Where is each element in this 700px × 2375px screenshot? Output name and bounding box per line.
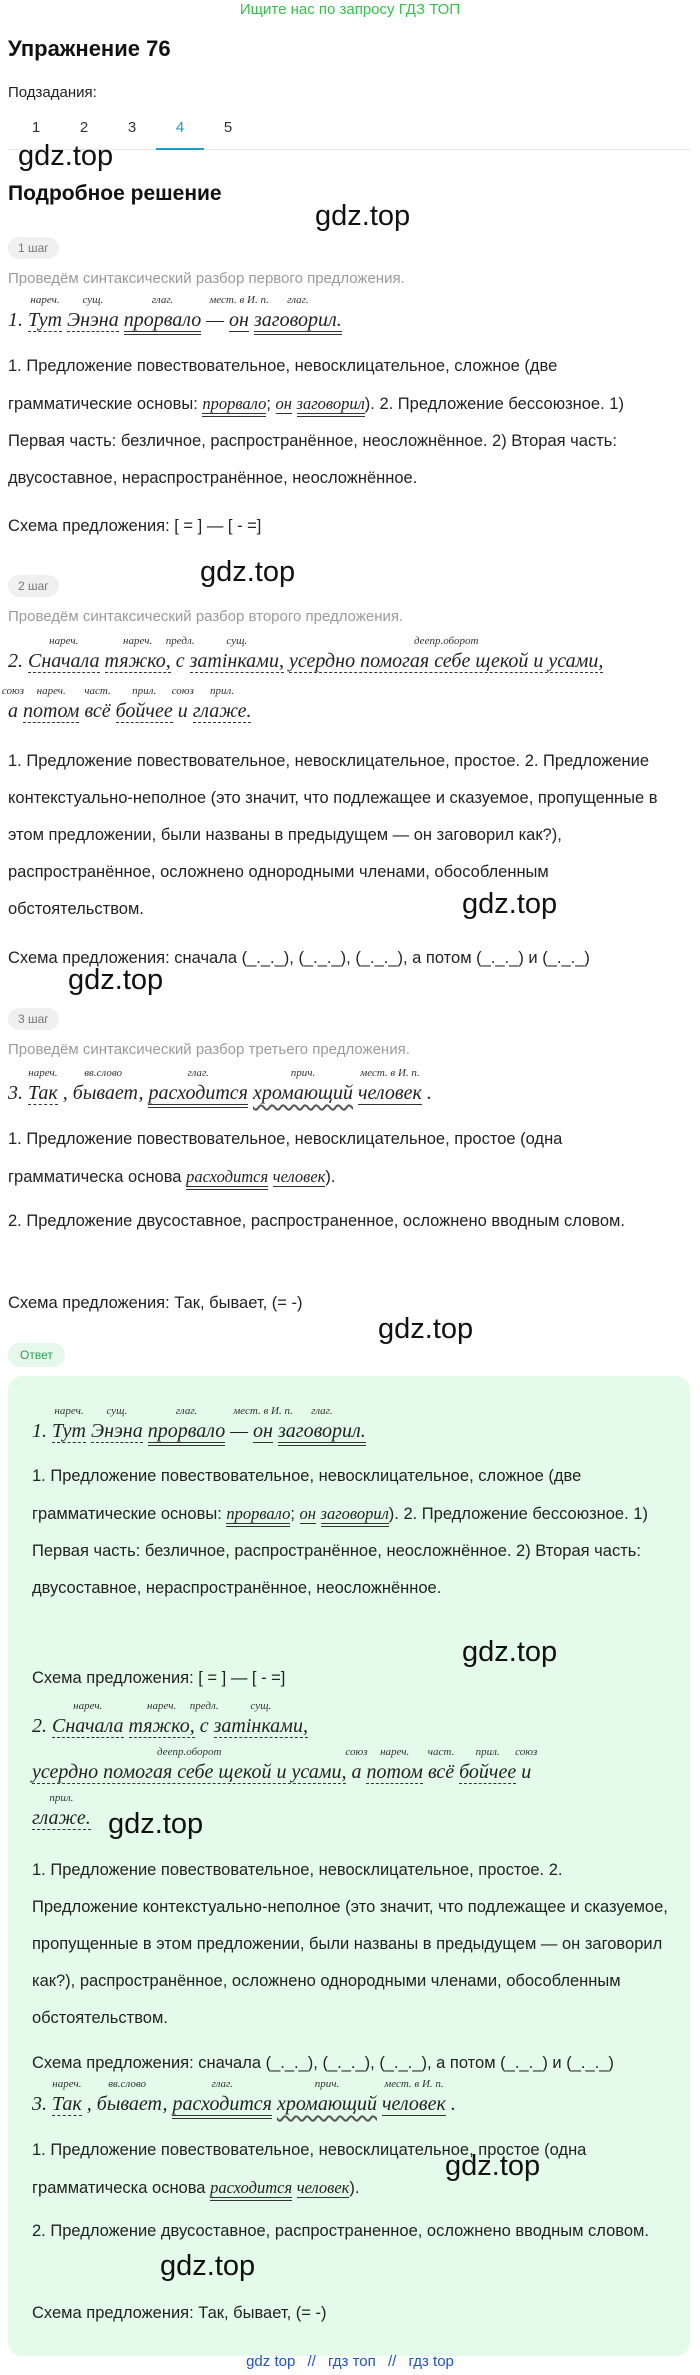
sentence-words — [28, 635, 604, 672]
grammar-predicate: прорвало — [202, 394, 266, 417]
part-of-speech-label: деепр.оборот — [413, 635, 479, 647]
answer-analysis: 2. Предложение двусоставное, распространенное, осложнено вводным словом. — [32, 2222, 649, 2240]
part-of-speech-label: сущ. — [82, 294, 104, 306]
part-of-speech-label: част. — [84, 685, 111, 697]
word-text: с — [199, 1715, 209, 1737]
sentence-scheme: Схема предложения: [ = ] — [ - =] — [8, 517, 262, 535]
parsed-word — [451, 2093, 456, 2116]
parsed-word — [230, 1420, 248, 1443]
word-text: тяжко, — [104, 650, 171, 672]
tab-3[interactable]: 3 — [127, 119, 137, 136]
part-of-speech-label: мест. в И. п. — [209, 294, 269, 306]
part-of-speech-label: вв.слово — [108, 2078, 146, 2090]
grammar-subject: он — [275, 394, 292, 413]
answer-badge: Ответ — [8, 1343, 65, 1367]
parsed-word — [128, 1700, 195, 1738]
part-of-speech-label: прил. — [210, 685, 235, 697]
sentence-1 — [8, 294, 342, 332]
sentence-number: 1. — [8, 309, 23, 331]
parsed-word — [277, 1405, 366, 1443]
sentence-scheme: Схема предложения: сначала (_._._), (_._._), (_._._), а потом (_._._) и (_._._) — [32, 2054, 614, 2072]
answer-analysis: 1. Предложение повествовательное, невосклицательное, простое. 2. Предложение контекстуально-неполное (это значит, что подлежащее и сказуемое, пропущенные в этом предложении, были названы в предыдущем — он заговорил как?), распространённое, осложнено однородными членами, обособленным обстоятельством. — [32, 1861, 668, 2027]
part-of-speech-label: предл. — [165, 635, 195, 647]
watermark: gdz.top — [200, 556, 296, 588]
part-of-speech-label: нареч. — [147, 1700, 177, 1712]
word-text: затінками, — [213, 1715, 308, 1737]
word-text: затінками, — [189, 650, 284, 672]
parsed-word — [23, 685, 80, 723]
part-of-speech-label: прил. — [49, 1792, 74, 1804]
step-analysis — [8, 348, 680, 498]
part-of-speech-label: нареч. — [73, 1700, 103, 1712]
watermark: gdz.top — [18, 140, 114, 172]
part-of-speech-label: мест. в И. п. — [233, 1405, 293, 1417]
grammar-predicate: прорвало — [226, 1504, 290, 1527]
part-of-speech-label: глаг. — [211, 2078, 233, 2090]
part-of-speech-label: сущ. — [106, 1405, 128, 1417]
watermark: gdz.top — [462, 888, 558, 920]
sentence-number: 3. — [8, 1082, 23, 1104]
parsed-word — [253, 294, 342, 332]
word-text: а — [8, 700, 18, 722]
word-text: — — [206, 309, 225, 331]
parsed-word — [382, 2078, 446, 2116]
sentence-words — [28, 294, 342, 331]
analysis-text: ). 2. Предложение бессоюзное. 1) Первая часть: безличное, распространённое, неосложнённое. 2) Вторая часть: двусоставное, нераспространённое, неосложнённое. — [32, 1505, 648, 1597]
parsed-word — [104, 635, 171, 673]
word-text: прорвало — [148, 1420, 226, 1446]
parsed-word — [52, 1700, 124, 1738]
parsed-word — [209, 294, 269, 332]
part-of-speech-label: вв.слово — [84, 1067, 122, 1079]
word-text: хромающий — [252, 1082, 354, 1104]
tab-5[interactable]: 5 — [223, 119, 233, 136]
step-analysis: 2. Предложение двусоставное, распространенное, осложнено вводным словом. — [8, 1212, 625, 1230]
parsed-word — [427, 1746, 455, 1784]
step-badge: 2 шаг — [8, 575, 59, 597]
answer-sentence-3 — [32, 2078, 456, 2116]
step-badge: 1 шаг — [8, 237, 59, 259]
watermark: gdz.top — [315, 200, 411, 232]
word-text: бойчее — [115, 700, 173, 722]
analysis-text: 1. Предложение повествовательное, невосклицательное, сложное (две грамматические основы: — [32, 1467, 582, 1523]
sentence-scheme: Схема предложения: сначала (_._._), (_._._), (_._._), а потом (_._._) и (_._._) — [8, 949, 590, 967]
part-of-speech-label: союз — [515, 1746, 538, 1758]
part-of-speech-label: нареч. — [380, 1746, 410, 1758]
footer-link[interactable]: гдз top — [408, 2353, 454, 2370]
part-of-speech-label: союз — [171, 685, 194, 697]
word-text: и — [521, 1761, 532, 1783]
parsed-word — [345, 1746, 368, 1784]
sentence-number: 1. — [32, 1420, 47, 1442]
parsed-word — [459, 1746, 517, 1784]
footer-link[interactable]: gdz top — [246, 2353, 296, 2370]
part-of-speech-label: сущ. — [226, 635, 248, 647]
sentence-scheme: Схема предложения: [ = ] — [ - =] — [32, 1669, 286, 1687]
footer-separator: // — [387, 2353, 397, 2370]
part-of-speech-label: нареч. — [49, 635, 79, 647]
sentence-words — [28, 1067, 432, 1104]
word-text: прорвало — [124, 309, 202, 335]
word-text: Так — [28, 1082, 58, 1104]
sentence-words — [52, 1405, 366, 1442]
word-text: а — [351, 1761, 362, 1783]
part-of-speech-label: част. — [427, 1746, 455, 1758]
grammar-predicate: заговорил — [321, 1504, 389, 1527]
parsed-word — [32, 1746, 347, 1784]
part-of-speech-label: глаг. — [287, 294, 309, 306]
watermark: gdz.top — [378, 1313, 474, 1345]
parsed-word — [276, 2078, 378, 2116]
part-of-speech-label: нареч. — [52, 2078, 82, 2090]
subtasks-label: Подзадания: — [8, 84, 97, 101]
parsed-word — [189, 635, 284, 673]
word-text: заговорил. — [278, 1420, 366, 1446]
part-of-speech-label: нареч. — [30, 294, 60, 306]
parsed-word — [288, 635, 604, 673]
word-text: Тут — [28, 309, 62, 331]
grammar-subject: он — [299, 1504, 316, 1523]
tab-2[interactable]: 2 — [79, 119, 89, 136]
part-of-speech-label: глаг. — [151, 294, 174, 306]
word-text: глаже. — [32, 1807, 91, 1829]
analysis-text: 1. Предложение повествовательное, невосклицательное, простое (одна грамматическа основа — [8, 1130, 563, 1186]
step-intro: Проведём синтаксический разбор первого предложения. — [8, 270, 405, 287]
watermark: gdz.top — [68, 964, 164, 996]
part-of-speech-label: мест. в И. п. — [384, 2078, 444, 2090]
parsed-word — [90, 1405, 143, 1443]
word-text: — — [230, 1420, 249, 1442]
watermark: gdz.top — [160, 2250, 256, 2282]
sentence-2-line-2 — [1, 685, 252, 723]
word-text: заговорил. — [254, 309, 342, 335]
word-text: Энэна — [90, 1420, 143, 1442]
parsed-word — [192, 685, 252, 723]
word-text: Так — [52, 2093, 82, 2115]
part-of-speech-label: глаг. — [187, 1067, 209, 1079]
answer-sentence-2-line-1 — [32, 1700, 308, 1738]
step-intro: Проведём синтаксический разбор второго предложения. — [8, 608, 404, 625]
step-intro: Проведём синтаксический разбор третьего предложения. — [8, 1041, 410, 1058]
word-text: Тут — [52, 1420, 86, 1442]
word-text: человек — [358, 1082, 422, 1104]
analysis-text: ). — [349, 2179, 360, 2197]
exercise-title: Упражнение 76 — [8, 36, 171, 61]
sentence-number: 3. — [32, 2093, 47, 2115]
tab-1[interactable]: 1 — [31, 119, 41, 136]
analysis-text: ). — [325, 1168, 336, 1186]
parsed-word — [233, 1405, 293, 1443]
answer-analysis — [32, 2132, 672, 2207]
parsed-word — [165, 635, 195, 673]
part-of-speech-label: глаг. — [311, 1405, 333, 1417]
parsed-word — [62, 1067, 144, 1105]
part-of-speech-label: нареч. — [28, 1067, 58, 1079]
word-text: бойчее — [459, 1761, 517, 1783]
parsed-word — [171, 685, 194, 723]
word-text: глаже. — [192, 700, 252, 722]
parsed-word — [189, 1700, 219, 1738]
word-text: тяжко, — [128, 1715, 195, 1737]
word-text: расходится — [172, 2093, 271, 2119]
grammar-predicate: расходится — [210, 2178, 292, 2201]
word-text: всё — [84, 700, 111, 722]
footer-link[interactable]: гдз топ — [328, 2353, 376, 2370]
part-of-speech-label: сущ. — [250, 1700, 272, 1712]
part-of-speech-label: глаг. — [175, 1405, 198, 1417]
parsed-word — [148, 1067, 248, 1105]
word-text: с — [175, 650, 185, 672]
parsed-word — [213, 1700, 308, 1738]
watermark: gdz.top — [108, 1808, 204, 1840]
watermark: gdz.top — [462, 1636, 558, 1668]
answer-analysis — [32, 1458, 672, 1648]
footer-separator: // — [307, 2353, 316, 2370]
parsed-word — [115, 685, 173, 723]
sentence-scheme: Схема предложения: Так, бывает, (= -) — [8, 1294, 303, 1312]
parsed-word — [28, 1067, 58, 1105]
sentence-number: 2. — [8, 650, 23, 672]
step-badge: 3 шаг — [8, 1008, 59, 1030]
part-of-speech-label: прил. — [475, 1746, 500, 1758]
word-text: , бывает, — [86, 2093, 168, 2115]
step-analysis — [8, 1121, 680, 1196]
grammar-subject: человек — [272, 1167, 326, 1186]
part-of-speech-label: нареч. — [54, 1405, 84, 1417]
sentence-words — [32, 1792, 91, 1829]
parsed-word — [427, 1082, 432, 1105]
word-text: потом — [23, 700, 80, 722]
answer-sentence-1 — [32, 1405, 366, 1443]
word-text: Энэна — [66, 309, 119, 331]
parsed-word — [28, 635, 100, 673]
answer-sentence-2-line-3 — [32, 1792, 91, 1830]
word-text: , бывает, — [62, 1082, 144, 1104]
parsed-word — [86, 2078, 168, 2116]
parsed-word — [1, 685, 25, 723]
word-text: он — [229, 309, 249, 331]
answer-sentence-2-line-2 — [32, 1746, 538, 1784]
analysis-text: ). 2. Предложение бессоюзное. 1) Первая часть: безличное, распространённое, неосложнённое. 2) Вторая часть: двусоставное, нераспространённое, неосложнённое. — [8, 395, 624, 487]
word-text: потом — [366, 1761, 423, 1783]
word-text: он — [253, 1420, 273, 1442]
word-text: . — [450, 2093, 456, 2115]
word-text: человек — [382, 2093, 446, 2115]
parsed-word — [123, 294, 202, 332]
sentence-words — [52, 1700, 308, 1737]
part-of-speech-label: нареч. — [36, 685, 66, 697]
word-text: хромающий — [276, 2093, 378, 2115]
word-text: Сначала — [52, 1715, 124, 1737]
sentence-2-line-1 — [8, 635, 604, 673]
part-of-speech-label: союз — [345, 1746, 368, 1758]
word-text: Сначала — [28, 650, 100, 672]
part-of-speech-label: предл. — [189, 1700, 219, 1712]
part-of-speech-label: деепр.оборот — [157, 1746, 222, 1758]
part-of-speech-label: прич. — [314, 2078, 340, 2090]
parsed-word — [206, 309, 224, 332]
parsed-word — [28, 294, 62, 332]
step-analysis: 1. Предложение повествовательное, невосклицательное, простое. 2. Предложение контекстуально-неполное (это значит, что подлежащее и сказуемое, пропущенные в этом предложении, были названы в предыдущем — он заговорил как?), распространённое, осложнено однородными членами, обособленным обстоятельством. — [8, 752, 658, 918]
part-of-speech-label: прич. — [290, 1067, 316, 1079]
parsed-word — [252, 1067, 354, 1105]
analysis-text: 1. Предложение повествовательное, невосклицательное, сложное (две грамматические основы: — [8, 357, 558, 413]
tab-4[interactable]: 4 — [156, 114, 204, 150]
parsed-word — [52, 2078, 82, 2116]
sentence-3 — [8, 1067, 432, 1105]
parsed-word — [66, 294, 119, 332]
word-text: расходится — [148, 1082, 247, 1108]
analysis-text: 1. Предложение повествовательное, невосклицательное, простое (одна грамматическа основа — [32, 2141, 587, 2197]
detailed-heading: Подробное решение — [8, 182, 222, 205]
part-of-speech-label: нареч. — [123, 635, 153, 647]
word-text: всё — [427, 1761, 455, 1783]
sentence-words — [52, 2078, 456, 2115]
search-banner: Ищите нас по запросу ГДЗ ТОП — [239, 1, 461, 18]
part-of-speech-label: прил. — [132, 685, 157, 697]
watermark: gdz.top — [445, 2150, 541, 2182]
grammar-subject: человек — [296, 2178, 350, 2197]
sentence-number: 2. — [32, 1715, 47, 1737]
word-text: усердно помогая себе щекой и усами, — [288, 650, 604, 672]
grammar-predicate: заговорил — [297, 394, 365, 417]
word-text: усердно помогая себе щекой и усами, — [32, 1761, 347, 1783]
separator: ; — [266, 395, 276, 413]
parsed-word — [515, 1746, 538, 1784]
grammar-predicate: расходится — [186, 1167, 268, 1190]
parsed-word — [84, 685, 111, 723]
parsed-word — [32, 1792, 91, 1830]
parsed-word — [366, 1746, 423, 1784]
parsed-word — [358, 1067, 422, 1105]
part-of-speech-label: союз — [1, 685, 25, 697]
word-text: . — [426, 1082, 432, 1104]
part-of-speech-label: мест. в И. п. — [360, 1067, 420, 1079]
separator: ; — [290, 1505, 300, 1523]
sentence-words — [1, 685, 252, 722]
parsed-word — [172, 2078, 272, 2116]
sentence-scheme: Схема предложения: Так, бывает, (= -) — [32, 2304, 327, 2322]
parsed-word — [52, 1405, 86, 1443]
parsed-word — [147, 1405, 226, 1443]
word-text: и — [177, 700, 188, 722]
footer-links — [0, 2353, 700, 2370]
sentence-words — [32, 1746, 538, 1783]
